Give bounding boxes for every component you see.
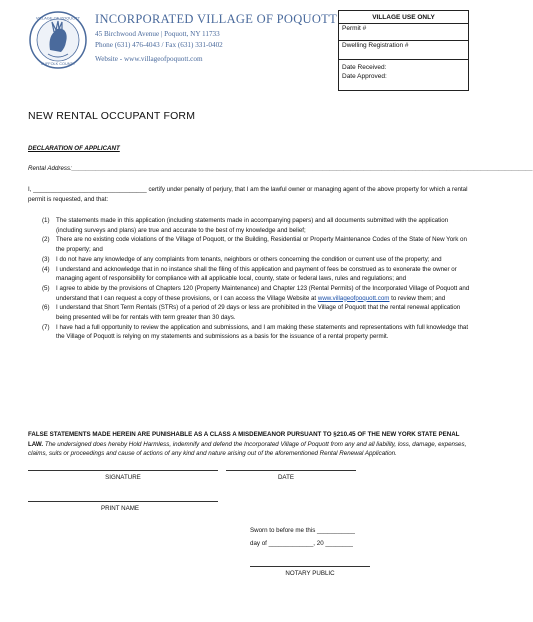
notary-public-label: NOTARY PUBLIC: [285, 570, 335, 577]
list-item: [28, 265, 470, 284]
list-item: [28, 303, 470, 322]
item-text: I understand and acknowledge that in no instance shall the filing of this application and payment of fees be construed as to exonerate the owner or managing agent of responsibility for compliance with all applicable local, county, state or federal laws, rules and regulations; and: [56, 265, 457, 283]
date-line[interactable]: [226, 470, 356, 471]
village-website: Website - www.villageofpoquott.com: [95, 55, 203, 63]
list-item: [28, 255, 470, 265]
svg-text:SUFFOLK COUNTY: SUFFOLK COUNTY: [40, 62, 76, 66]
dwelling-registration-field[interactable]: Dwelling Registration #: [339, 41, 468, 60]
village-use-title: VILLAGE USE ONLY: [339, 11, 468, 24]
list-item: [28, 216, 470, 235]
item-text: I understand that Short Term Rentals (STRs) of a period of 29 days or less are prohibited in the Village of Poquott that the rental renewal application being presented will be for rentals with term greater than 30 days.: [56, 304, 461, 322]
village-seal-icon: [28, 10, 88, 70]
declaration-heading: DECLARATION OF APPLICANT: [28, 145, 120, 152]
false-statements-paragraph: [28, 430, 470, 459]
item-number: (6): [42, 304, 50, 312]
item-number: (7): [42, 323, 50, 331]
item-text: There are no existing code violations of the Village of Poquott, or the Building, Residential or Property Maintenance Codes of the State of New York on the property; and: [56, 236, 467, 254]
item-text: I do not have any knowledge of any complaints from tenants, neighbors or others concerning the condition or current use of the property; and: [56, 255, 442, 263]
permit-number-field[interactable]: Permit #: [339, 24, 468, 41]
village-website-link[interactable]: www.villageofpoquott.com: [317, 294, 390, 302]
village-phone: Phone (631) 476-4043 / Fax (631) 331-0402: [95, 41, 223, 49]
list-item: [28, 235, 470, 254]
item-text: The statements made in this application (including statements made in accompanying papers) and all documents submitted with the application (including surveys and plans) are true and accurate to the best of my knowledge and belief;: [56, 217, 449, 234]
item-number: (1): [42, 217, 50, 224]
declaration-items-list: [28, 216, 470, 342]
item-number: (3): [42, 255, 50, 263]
item-text-after: to review them; and: [389, 294, 446, 302]
item-number: (2): [42, 236, 50, 244]
hold-harmless-text: The undersigned does hereby Hold Harmless, indemnify and defend the Incorporated Village of Poquott from any and all liability, loss, damage, expenses, claims, suits or proceedings and cause of actions of any kind and nature arising out of the aforementioned Rental Renewal Application.: [28, 440, 467, 458]
signature-line[interactable]: [28, 470, 218, 471]
svg-text:VILLAGE OF POQUOTT: VILLAGE OF POQUOTT: [35, 15, 81, 21]
item-text: I agree to abide by the provisions of Chapters 120 (Property Maintenance) and Chapter 123 (Rental Permits) of the Incorporated Village of Poquott and understand that I can request a copy of these provisions, or I can access the Village Website at: [56, 284, 470, 302]
village-use-only-box: [338, 10, 469, 91]
item-number: (4): [42, 265, 50, 273]
dates-field[interactable]: [339, 60, 468, 90]
list-item: [28, 323, 470, 342]
village-address: 45 Birchwood Avenue | Poquott, NY 11733: [95, 30, 220, 38]
rental-address-line[interactable]: ______________________________________________________________________________________________________________________________________: [71, 165, 533, 172]
sworn-line-1[interactable]: Sworn to before me this ___________: [250, 527, 355, 534]
list-item: [28, 284, 470, 303]
date-received-label: Date Received:: [342, 64, 387, 71]
item-text: I have had a full opportunity to review the application and submissions, and I am making these statements and representations with full knowledge that the Village of Poquott is relying on my statements and submissions as a basis for the issuance of a rental property permit.: [56, 323, 469, 341]
print-name-line[interactable]: [28, 501, 218, 502]
village-name: INCORPORATED VILLAGE OF POQUOTT: [95, 12, 338, 26]
print-name-label: PRINT NAME: [100, 505, 140, 512]
rental-address-field[interactable]: [28, 165, 533, 172]
item-number: (5): [42, 284, 50, 292]
date-label: DATE: [277, 474, 295, 481]
certifier-name-blank[interactable]: I, _________________________________: [28, 186, 147, 193]
date-approved-label: Date Approved:: [342, 73, 387, 80]
notary-line[interactable]: [250, 566, 370, 567]
sworn-line-2[interactable]: day of _____________, 20 ________: [250, 540, 353, 547]
certification-statement: [28, 185, 470, 205]
rental-address-label: Rental Address:: [28, 165, 72, 172]
certification-text: certify under penalty of perjury, that I am the lawful owner or managing agent of the above property for which a rental permit is requested, and that:: [28, 186, 468, 203]
form-title: NEW RENTAL OCCUPANT FORM: [28, 110, 196, 122]
false-statements-warning: FALSE STATEMENTS MADE HEREIN ARE PUNISHABLE AS A CLASS A MISDEMEANOR PURSUANT TO §210.45 OF THE NEW YORK STATE PENAL LAW.: [28, 431, 460, 448]
signature-label: SIGNATURE: [105, 474, 141, 481]
